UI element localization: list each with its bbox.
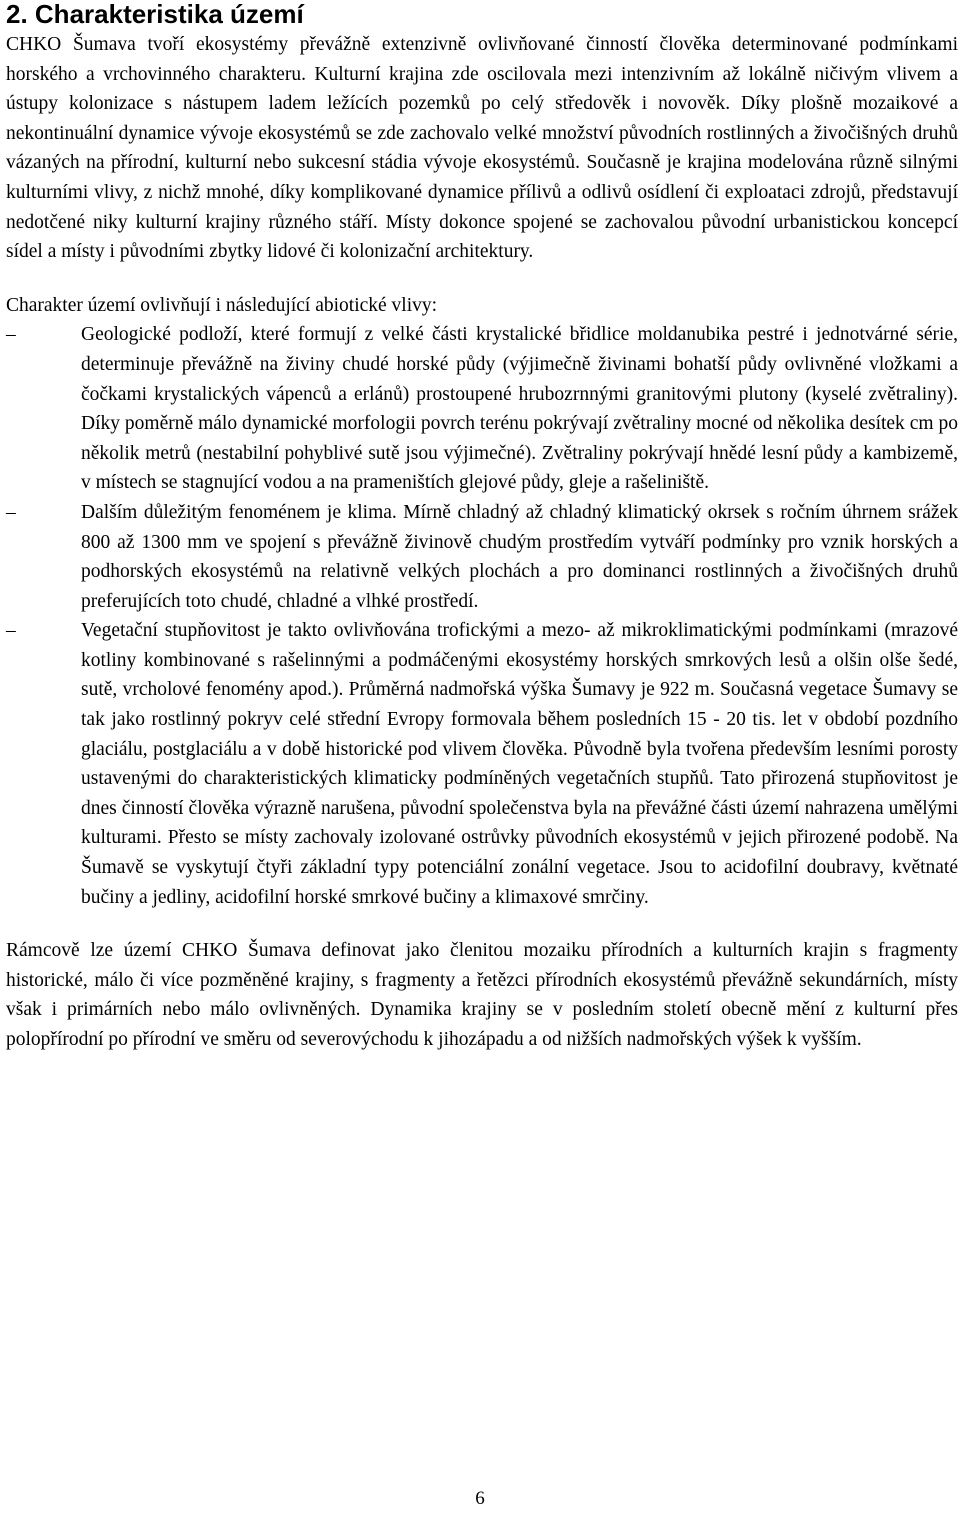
dash-bullet-icon: – bbox=[6, 620, 16, 642]
page-number: 6 bbox=[475, 1488, 485, 1509]
list-intro: Charakter území ovlivňují i následující abiotické vlivy: bbox=[6, 294, 438, 316]
list-item-text: Dalším důležitým fenoménem je klima. Mírně chladný až chladný klimatický okrsek s ročním úhrnem srážek 800 až 1300 mm ve spojení s převážně živinově chudým prostředím vytváří podmínky pro vznik horských a podhorských ekosystémů na relativně velkých plochách a pro dominanci rostlinných a živočišných druhů preferujících toto chudé, chladné a vlhké prostředí. bbox=[81, 501, 958, 612]
paragraph-ecosystems: CHKO Šumava tvoří ekosystémy převážně extenzivně ovlivňované činností člověka determinované podmínkami horského a vrchovinného charakteru. Kulturní krajina zde oscilovala mezi intenzivním až lokálně ničivým vlivem a ústupy kolonizace s nástupem ladem ležících pozemků po celý středověk i novověk. Díky plošně mozaikové a nekontinuální dynamice vývoje ekosystémů se zde zachovalo velké množství původních rostlinných a živočišných druhů vázaných na přírodní, kulturní nebo sukcesní stádia vývoje ekosystémů. Současně je krajina modelována různě silnými kulturními vlivy, z nichž mnohé, díky komplikované dynamice přílivů a odlivů osídlení či exploataci zdrojů, představují nedotčené niky kulturní krajiny různého stáří. Místy dokonce spojené se zachovalou původní urbanistickou koncepcí sídel a místy i původními zbytky lidové či kolonizační architektury. bbox=[6, 34, 958, 263]
list-item bbox=[6, 320, 958, 498]
dash-bullet-icon: – bbox=[6, 501, 16, 523]
list-item-text: Vegetační stupňovitost je takto ovlivňována trofickými a mezo- až mikroklimatickými podmínkami (mrazové kotliny kombinované s rašelinnými a podmáčenými ekosystémy horských smrkových lesů a olšin olše šedé, sutě, vrcholové fenomény apod.). Průměrná nadmořská výška Šumavy je 922 m. Současná vegetace Šumavy se tak jako rostlinný pokryv celé střední Evropy formovala během posledních 15 - 20 tis. let v období pozdního glaciálu, postglaciálu a v době historické pod vlivem člověka. Původně byla tvořena především lesními porosty ustavenými do charakteristických klimaticky podmíněných vegetačních stupňů. Tato přirozená stupňovitost je dnes činností člověka výrazně narušena, původní společenstva byla na převážné části území nahrazena umělými kulturami. Přesto se místy zachovaly izolované ostrůvky původních ekosystémů v jejich přirozené podobě. Na Šumavě se vyskytují čtyři základní typy potenciální zonální vegetace. Jsou to acidofilní doubravy, květnaté bučiny a jedliny, acidofilní horské smrkové bučiny a klimaxové smrčiny. bbox=[81, 620, 958, 908]
list-item-text: Geologické podloží, které formují z velké části krystalické břidlice moldanubika pestré i jednotvárné série, determinuje převážně na živiny chudé horské půdy (výjimečně živinami bohatší půdy ovlivněné vložkami a čočkami krystalických vápenců a erlánů) prostoupené hrubozrnnými granitovými plutony (kyselé zvětraliny). Díky poměrně málo dynamické morfologii povrch terénu pokrývají zvětraliny mocné od několika desítek cm po několik metrů (nestabilní pohyblivé sutě jsou výjimečné). Zvětraliny pokrývají hnědé lesní půdy a kambizemě, v místech se stagnující vodou a na prameništích glejové půdy, gleje a rašeliniště. bbox=[81, 324, 958, 494]
abiotic-factors-list bbox=[6, 320, 958, 912]
paragraph-landscape-mosaic: Rámcově lze území CHKO Šumava definovat jako členitou mozaiku přírodních a kulturních krajin s fragmenty historické, málo či více pozměněné krajiny, s fragmenty a řetězci přírodních ekosystémů převážně sekundárních, místy však i primárních nebo málo ovlivněných. Dynamika krajiny se v posledním století obecně mění z kulturní přes polopřírodní po přírodní ve směru od severovýchodu k jihozápadu a od nižších nadmořských výšek k vyšším. bbox=[6, 940, 958, 1050]
section-heading: 2. Charakteristika území bbox=[6, 0, 304, 29]
dash-bullet-icon: – bbox=[6, 324, 16, 346]
list-item bbox=[6, 498, 958, 616]
document-page bbox=[6, 0, 958, 1055]
list-item bbox=[6, 616, 958, 912]
